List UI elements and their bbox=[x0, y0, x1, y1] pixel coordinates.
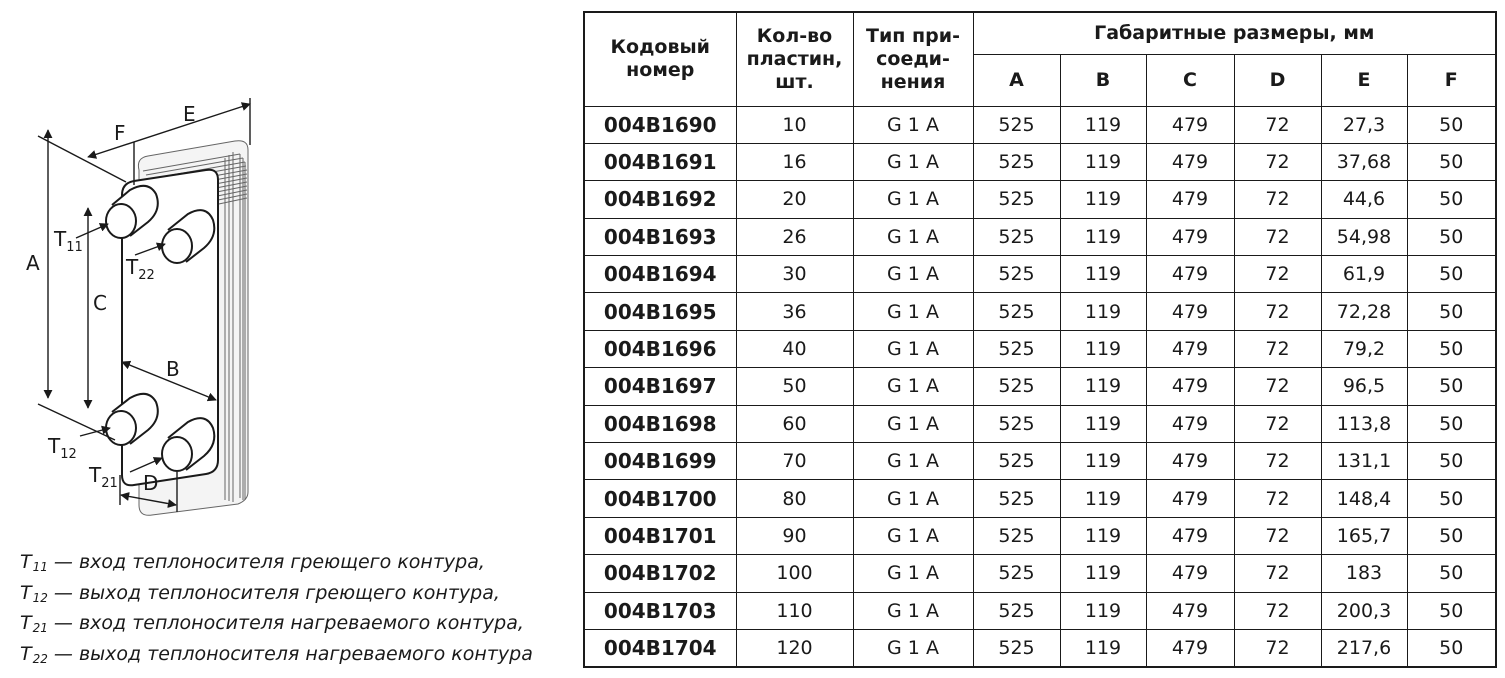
cell-dim-f: 50 bbox=[1407, 293, 1496, 330]
cell-connection: G 1 A bbox=[853, 256, 973, 293]
header-connection bbox=[853, 12, 973, 106]
port-label-t21: $T_{21}$ bbox=[89, 463, 118, 491]
cell-dim-d: 72 bbox=[1234, 181, 1321, 218]
cell-dim-e: 131,1 bbox=[1321, 443, 1407, 480]
table-row bbox=[584, 517, 1496, 554]
cell-dim-b: 119 bbox=[1060, 293, 1146, 330]
table-row bbox=[584, 555, 1496, 592]
table-row bbox=[584, 443, 1496, 480]
legend-text: — вход теплоносителя греющего контура, bbox=[47, 551, 485, 573]
cell-connection: G 1 A bbox=[853, 218, 973, 255]
cell-dim-c: 479 bbox=[1146, 480, 1234, 517]
cell-code: 004B1699 bbox=[584, 443, 736, 480]
spec-table bbox=[583, 11, 1497, 668]
cell-dim-f: 50 bbox=[1407, 218, 1496, 255]
header-row-top bbox=[584, 12, 1496, 54]
cell-dim-c: 479 bbox=[1146, 443, 1234, 480]
legend-sub: 11 bbox=[32, 560, 48, 574]
cell-dim-f: 50 bbox=[1407, 106, 1496, 143]
cell-dim-b: 119 bbox=[1060, 330, 1146, 367]
cell-dim-d: 72 bbox=[1234, 330, 1321, 367]
cell-dim-a: 525 bbox=[973, 181, 1060, 218]
cell-dim-e: 54,98 bbox=[1321, 218, 1407, 255]
cell-dim-f: 50 bbox=[1407, 443, 1496, 480]
cell-plates: 90 bbox=[736, 517, 853, 554]
legend-letter: T bbox=[20, 642, 32, 665]
cell-dim-d: 72 bbox=[1234, 480, 1321, 517]
dim-label-f: F bbox=[114, 121, 126, 145]
cell-dim-b: 119 bbox=[1060, 218, 1146, 255]
cell-dim-a: 525 bbox=[973, 592, 1060, 629]
cell-dim-e: 37,68 bbox=[1321, 143, 1407, 180]
cell-dim-c: 479 bbox=[1146, 330, 1234, 367]
legend-letter: T bbox=[20, 581, 32, 604]
cell-code: 004B1693 bbox=[584, 218, 736, 255]
cell-plates: 70 bbox=[736, 443, 853, 480]
cell-code: 004B1704 bbox=[584, 629, 736, 666]
cell-code: 004B1702 bbox=[584, 555, 736, 592]
cell-dim-c: 479 bbox=[1146, 592, 1234, 629]
port-legend bbox=[20, 547, 580, 669]
cell-connection: G 1 A bbox=[853, 368, 973, 405]
legend-sub: 12 bbox=[32, 590, 48, 605]
cell-plates: 100 bbox=[736, 555, 853, 592]
cell-dim-e: 200,3 bbox=[1321, 592, 1407, 629]
cell-code: 004B1695 bbox=[584, 293, 736, 330]
header-dim-b: B bbox=[1060, 54, 1146, 106]
cell-plates: 60 bbox=[736, 405, 853, 442]
legend-item-t11 bbox=[20, 547, 580, 578]
cell-dim-d: 72 bbox=[1234, 106, 1321, 143]
cell-dim-f: 50 bbox=[1407, 517, 1496, 554]
cell-dim-d: 72 bbox=[1234, 517, 1321, 554]
cell-dim-e: 217,6 bbox=[1321, 629, 1407, 666]
cell-dim-f: 50 bbox=[1407, 330, 1496, 367]
cell-dim-a: 525 bbox=[973, 480, 1060, 517]
table-row bbox=[584, 592, 1496, 629]
cell-dim-b: 119 bbox=[1060, 405, 1146, 442]
cell-connection: G 1 A bbox=[853, 181, 973, 218]
header-plates-line: Кол-во bbox=[756, 24, 833, 47]
cell-dim-b: 119 bbox=[1060, 517, 1146, 554]
cell-dim-a: 525 bbox=[973, 405, 1060, 442]
cell-connection: G 1 A bbox=[853, 143, 973, 180]
cell-dim-d: 72 bbox=[1234, 405, 1321, 442]
cell-dim-e: 148,4 bbox=[1321, 480, 1407, 517]
header-connection-line: соеди- bbox=[876, 47, 950, 70]
cell-plates: 80 bbox=[736, 480, 853, 517]
cell-code: 004B1692 bbox=[584, 181, 736, 218]
legend-text: — вход теплоносителя нагреваемого контура, bbox=[47, 612, 524, 634]
cell-dim-f: 50 bbox=[1407, 368, 1496, 405]
cell-dim-f: 50 bbox=[1407, 592, 1496, 629]
legend-sub: 21 bbox=[32, 621, 48, 635]
cell-dim-e: 61,9 bbox=[1321, 256, 1407, 293]
cell-dim-c: 479 bbox=[1146, 256, 1234, 293]
cell-dim-c: 479 bbox=[1146, 405, 1234, 442]
cell-dim-c: 479 bbox=[1146, 293, 1234, 330]
dim-label-b: B bbox=[166, 357, 180, 381]
cell-connection: G 1 A bbox=[853, 629, 973, 666]
cell-dim-a: 525 bbox=[973, 443, 1060, 480]
legend-item-t21 bbox=[20, 608, 580, 639]
table-row bbox=[584, 218, 1496, 255]
cell-dim-c: 479 bbox=[1146, 181, 1234, 218]
cell-plates: 110 bbox=[736, 592, 853, 629]
dim-label-e: E bbox=[183, 102, 196, 126]
cell-code: 004B1703 bbox=[584, 592, 736, 629]
header-dim-d: D bbox=[1234, 54, 1321, 106]
cell-connection: G 1 A bbox=[853, 405, 973, 442]
cell-dim-b: 119 bbox=[1060, 143, 1146, 180]
cell-connection: G 1 A bbox=[853, 330, 973, 367]
cell-dim-c: 479 bbox=[1146, 629, 1234, 666]
header-connection-line: нения bbox=[880, 70, 946, 93]
cell-dim-b: 119 bbox=[1060, 592, 1146, 629]
header-code-line: Кодовый bbox=[610, 36, 710, 59]
legend-letter: T bbox=[20, 612, 32, 634]
cell-dim-a: 525 bbox=[973, 629, 1060, 666]
cell-code: 004B1691 bbox=[584, 143, 736, 180]
header-connection-line: Тип при- bbox=[866, 24, 960, 47]
cell-code: 004B1700 bbox=[584, 480, 736, 517]
cell-connection: G 1 A bbox=[853, 480, 973, 517]
cell-connection: G 1 A bbox=[853, 293, 973, 330]
cell-plates: 20 bbox=[736, 181, 853, 218]
cell-dim-e: 96,5 bbox=[1321, 368, 1407, 405]
cell-dim-b: 119 bbox=[1060, 368, 1146, 405]
legend-sub: 22 bbox=[32, 651, 48, 666]
dim-label-d: D bbox=[143, 471, 159, 495]
cell-dim-d: 72 bbox=[1234, 592, 1321, 629]
cell-dim-c: 479 bbox=[1146, 368, 1234, 405]
cell-dim-a: 525 bbox=[973, 106, 1060, 143]
cell-dim-c: 479 bbox=[1146, 106, 1234, 143]
cell-dim-a: 525 bbox=[973, 218, 1060, 255]
cell-connection: G 1 A bbox=[853, 443, 973, 480]
cell-dim-a: 525 bbox=[973, 143, 1060, 180]
cell-dim-c: 479 bbox=[1146, 143, 1234, 180]
cell-dim-c: 479 bbox=[1146, 555, 1234, 592]
cell-dim-a: 525 bbox=[973, 293, 1060, 330]
table-row bbox=[584, 480, 1496, 517]
cell-code: 004B1694 bbox=[584, 256, 736, 293]
cell-dim-b: 119 bbox=[1060, 480, 1146, 517]
cell-dim-e: 27,3 bbox=[1321, 106, 1407, 143]
dim-label-a: A bbox=[26, 251, 40, 275]
table-body bbox=[584, 106, 1496, 667]
cell-code: 004B1701 bbox=[584, 517, 736, 554]
header-dim-a: A bbox=[973, 54, 1060, 106]
legend-text: — выход теплоносителя греющего контура, bbox=[47, 581, 500, 604]
header-dim-f: F bbox=[1407, 54, 1496, 106]
header-code bbox=[584, 12, 736, 106]
table-row bbox=[584, 368, 1496, 405]
cell-dim-c: 479 bbox=[1146, 218, 1234, 255]
cell-dim-d: 72 bbox=[1234, 629, 1321, 666]
header-dim-e: E bbox=[1321, 54, 1407, 106]
cell-code: 004B1697 bbox=[584, 368, 736, 405]
cell-connection: G 1 A bbox=[853, 106, 973, 143]
cell-plates: 36 bbox=[736, 293, 853, 330]
header-dimensions: Габаритные размеры, мм bbox=[973, 12, 1496, 54]
cell-plates: 16 bbox=[736, 143, 853, 180]
cell-dim-b: 119 bbox=[1060, 181, 1146, 218]
cell-plates: 40 bbox=[736, 330, 853, 367]
table-header bbox=[584, 12, 1496, 106]
cell-dim-b: 119 bbox=[1060, 555, 1146, 592]
cell-dim-f: 50 bbox=[1407, 181, 1496, 218]
cell-dim-f: 50 bbox=[1407, 629, 1496, 666]
table-row bbox=[584, 293, 1496, 330]
port-label-t22: $T_{22}$ bbox=[126, 255, 155, 283]
cell-connection: G 1 A bbox=[853, 592, 973, 629]
cell-dim-c: 479 bbox=[1146, 517, 1234, 554]
cell-plates: 30 bbox=[736, 256, 853, 293]
cell-dim-d: 72 bbox=[1234, 143, 1321, 180]
cell-dim-a: 525 bbox=[973, 256, 1060, 293]
legend-text: — выход теплоносителя нагреваемого контура bbox=[47, 642, 533, 665]
table-row bbox=[584, 143, 1496, 180]
cell-dim-e: 44,6 bbox=[1321, 181, 1407, 218]
cell-dim-d: 72 bbox=[1234, 368, 1321, 405]
cell-code: 004B1696 bbox=[584, 330, 736, 367]
cell-dim-f: 50 bbox=[1407, 143, 1496, 180]
heat-exchanger-diagram bbox=[0, 0, 580, 540]
cell-dim-d: 72 bbox=[1234, 293, 1321, 330]
cell-dim-a: 525 bbox=[973, 555, 1060, 592]
cell-dim-b: 119 bbox=[1060, 629, 1146, 666]
cell-dim-f: 50 bbox=[1407, 480, 1496, 517]
cell-code: 004B1698 bbox=[584, 405, 736, 442]
cell-dim-e: 72,28 bbox=[1321, 293, 1407, 330]
table-row bbox=[584, 106, 1496, 143]
port-label-t11: $T_{11}$ bbox=[54, 227, 83, 255]
table-row bbox=[584, 405, 1496, 442]
cell-code: 004B1690 bbox=[584, 106, 736, 143]
cell-dim-b: 119 bbox=[1060, 256, 1146, 293]
cell-dim-f: 50 bbox=[1407, 555, 1496, 592]
legend-item-t12 bbox=[20, 578, 580, 609]
cell-plates: 10 bbox=[736, 106, 853, 143]
table-row bbox=[584, 256, 1496, 293]
cell-plates: 26 bbox=[736, 218, 853, 255]
dim-label-c: C bbox=[93, 291, 107, 315]
header-plates-line: пластин, bbox=[746, 47, 843, 70]
table-row bbox=[584, 629, 1496, 666]
header-plates bbox=[736, 12, 853, 106]
cell-dim-d: 72 bbox=[1234, 256, 1321, 293]
cell-dim-e: 165,7 bbox=[1321, 517, 1407, 554]
cell-connection: G 1 A bbox=[853, 517, 973, 554]
legend-item-t22 bbox=[20, 639, 580, 670]
cell-dim-e: 183 bbox=[1321, 555, 1407, 592]
header-plates-line: шт. bbox=[775, 70, 814, 93]
cell-dim-e: 79,2 bbox=[1321, 330, 1407, 367]
cell-dim-d: 72 bbox=[1234, 443, 1321, 480]
cell-dim-a: 525 bbox=[973, 368, 1060, 405]
cell-connection: G 1 A bbox=[853, 555, 973, 592]
cell-dim-b: 119 bbox=[1060, 106, 1146, 143]
cell-dim-d: 72 bbox=[1234, 555, 1321, 592]
legend-letter: T bbox=[20, 551, 32, 573]
cell-dim-e: 113,8 bbox=[1321, 405, 1407, 442]
cell-dim-f: 50 bbox=[1407, 256, 1496, 293]
header-dim-c: C bbox=[1146, 54, 1234, 106]
header-code-line: номер bbox=[626, 59, 695, 82]
cell-dim-f: 50 bbox=[1407, 405, 1496, 442]
port-label-t12: $T_{12}$ bbox=[48, 434, 77, 462]
table-row bbox=[584, 330, 1496, 367]
cell-dim-a: 525 bbox=[973, 517, 1060, 554]
cell-plates: 50 bbox=[736, 368, 853, 405]
cell-dim-a: 525 bbox=[973, 330, 1060, 367]
cell-dim-b: 119 bbox=[1060, 443, 1146, 480]
table-row bbox=[584, 181, 1496, 218]
cell-plates: 120 bbox=[736, 629, 853, 666]
cell-dim-d: 72 bbox=[1234, 218, 1321, 255]
